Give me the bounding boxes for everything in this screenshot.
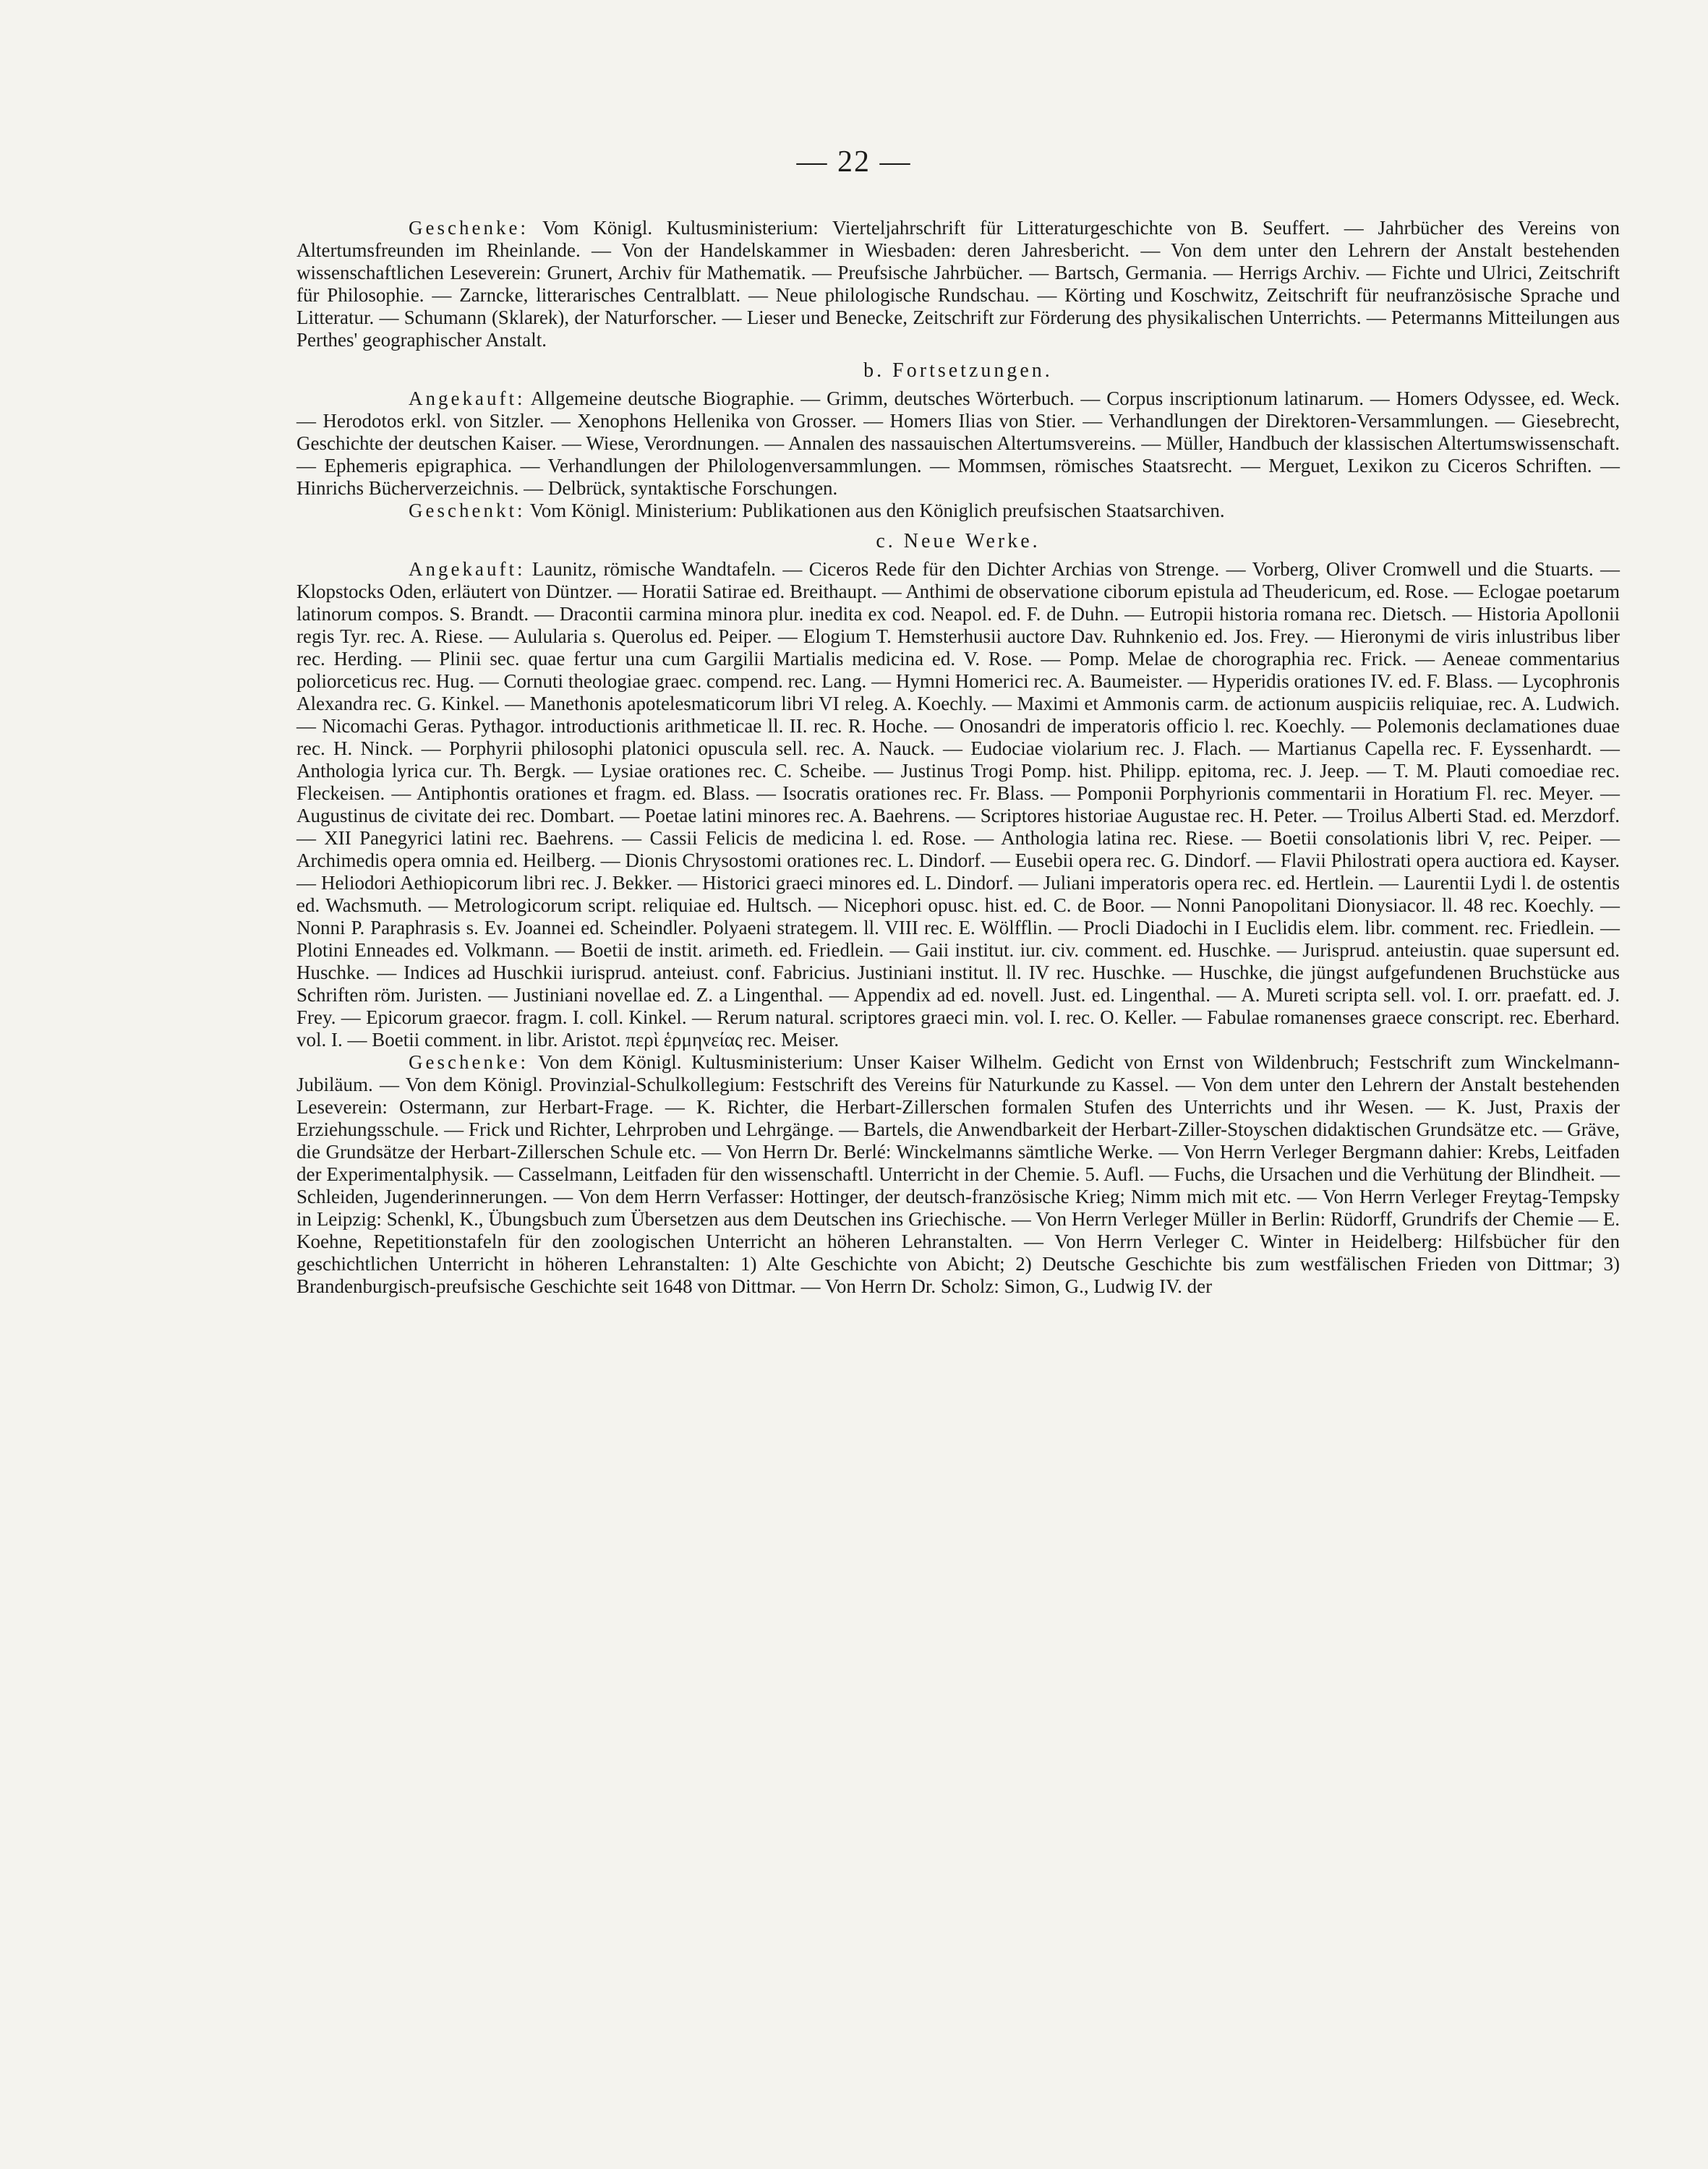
angekauft-label: Angekauft: <box>409 388 526 409</box>
body-text <box>296 217 1620 1298</box>
neue-werke-geschenke-paragraph <box>296 1051 1620 1298</box>
geschenke-intro-paragraph <box>296 217 1620 351</box>
geschenke-label: Geschenke: <box>409 1051 529 1073</box>
fortsetzungen-geschenkt-paragraph <box>296 500 1620 522</box>
neue-werke-angekauft-text: Launitz, römische Wandtafeln. — Ciceros Rede für den Dichter Archias von Strenge. — Vorberg, Oliver Cromwell und die Stuarts. — Klopstocks Oden, erläutert von Düntzer. — Horatii Satirae ed. Breithaupt. — Anthimi de observatione ciborum epistula ad Theudericum, ed. Rose. — Eclogae poetarum latinorum compos. S. Brandt. — Dracontii carmina minora plur. inedita ex cod. Neapol. ed. F. de Duhn. — Eutropii historia romana rec. Dietsch. — Historia Apollonii regis Tyr. rec. A. Riese. — Aulularia s. Querolus ed. Peiper. — Elogium T. Hemsterhusii auctore Dav. Ruhnkenio ed. Jos. Frey. — Hieronymi de viris inlustribus liber rec. Herding. — Plinii sec. quae fertur una cum Gargilii Martialis medicina ed. V. Rose. — Pomp. Melae de chorographia rec. Frick. — Aeneae commentarius poliorceticus rec. Hug. — Cornuti theologiae graec. compend. rec. Lang. — Hymni Homerici rec. A. Baumeister. — Hyperidis orationes IV. ed. F. Blass. — Lycophronis Alexandra rec. G. Kinkel. — Manethonis apotelesmaticorum libri VI releg. A. Koechly. — Maximi et Ammonis carm. de actionum auspiciis reliquiae, rec. A. Ludwich. — Nicomachi Geras. Pythagor. introductionis arithmeticae ll. II. rec. R. Hoche. — Onosandri de imperatoris officio l. rec. Koechly. — Polemonis declamationes duae rec. H. Ninck. — Porphyrii philosophi platonici opuscula sell. rec. A. Nauck. — Eudociae violarium rec. J. Flach. — Martianus Capella rec. F. Eyssenhardt. — Anthologia lyrica cur. Th. Bergk. — Lysiae orationes rec. C. Scheibe. — Justinus Trogi Pomp. hist. Philipp. epitoma, rec. J. Jeep. — T. M. Plauti comoediae rec. Fleckeisen. — Antiphontis orationes et fragm. ed. Blass. — Isocratis orationes rec. Fr. Blass. — Pomponii Porphyrionis commentarii in Horatium Fl. rec. Meyer. — Augustinus de civitate dei rec. Dombart. — Poetae latini minores rec. A. Baehrens. — Scriptores historiae Augustae rec. H. Peter. — Troilus Alberti Stad. ed. Merzdorf. — XII Panegyrici latini rec. Baehrens. — Cassii Felicis de medicina l. ed. Rose. — Anthologia latina rec. Riese. — Boetii consolationis libri V, rec. Peiper. — Archimedis opera omnia ed. Heilberg. — Dionis Chrysostomi orationes rec. L. Dindorf. — Eusebii opera rec. G. Dindorf. — Flavii Philostrati opera auctiora ed. Kayser. — Heliodori Aethiopicorum libri rec. J. Bekker. — Historici graeci minores ed. L. Dindorf. — Juliani imperatoris opera rec. ed. Hertlein. — Laurentii Lydi l. de ostentis ed. Wachsmuth. — Metrologicorum script. reliquiae ed. Hultsch. — Nicephori opusc. hist. ed. C. de Boor. — Nonni Panopolitani Dionysiacor. ll. 48 rec. Koechly. — Nonni P. Paraphrasis s. Ev. Joannei ed. Scheindler. Polyaeni strategem. ll. VIII rec. E. Wölfflin. — Procli Diadochi in I Euclidis elem. libr. comment. rec. Friedlein. — Plotini Enneades ed. Volkmann. — Boetii de instit. arimeth. ed. Friedlein. — Gaii institut. iur. civ. comment. ed. Huschke. — Jurisprud. anteiustin. quae supersunt ed. Huschke. — Indices ad Huschkii iurisprud. anteiust. conf. Fabricius. Justiniani institut. ll. IV rec. Huschke. — Huschke, die jüngst aufgefundenen Bruchstücke aus Schriften röm. Juristen. — Justiniani novellae ed. Z. a Lingenthal. — Appendix ad ed. novell. Just. ed. Lingenthal. — A. Mureti scripta sell. vol. I. orr. praefatt. ed. J. Frey. — Epicorum graecor. fragm. I. coll. Kinkel. — Rerum natural. scriptores graeci min. vol. I. rec. O. Keller. — Fabulae romanenses graece conscript. rec. Eberhard. vol. I. — Boetii comment. in libr. Aristot. περὶ ἑρμηνείας rec. Meiser. <box>296 558 1620 1051</box>
geschenke-label: Geschenke: <box>409 217 529 239</box>
neue-werke-geschenke-text: Von dem Königl. Kultusministerium: Unser Kaiser Wilhelm. Gedicht von Ernst von Wildenbruch; Festschrift zum Winckelmann-Jubiläum. — Von dem Königl. Provinzial-Schulkollegium: Festschrift des Vereins für Naturkunde zu Kassel. — Von dem unter den Lehrern der Anstalt bestehenden Leseverein: Ostermann, zur Herbart-Frage. — K. Richter, die Herbart-Zillerschen formalen Stufen des Unterrichts und ihr Wesen. — K. Just, Praxis der Erziehungsschule. — Frick und Richter, Lehrproben und Lehrgänge. — Bartels, die Anwendbarkeit der Herbart-Ziller-Stoyschen didaktischen Grundsätze etc. — Gräve, die Grundsätze der Herbart-Zillerschen Schule etc. — Von Herrn Dr. Berlé: Winckelmanns sämtliche Werke. — Von Herrn Verleger Bergmann dahier: Krebs, Leitfaden der Experimentalphysik. — Casselmann, Leitfaden für den wissenschaftl. Unterricht in der Chemie. 5. Aufl. — Fuchs, die Ursachen und die Verhütung der Blindheit. — Schleiden, Jugenderinnerungen. — Von dem Herrn Verfasser: Hottinger, der deutsch-französische Krieg; Nimm mich mit etc. — Von Herrn Verleger Freytag-Tempsky in Leipzig: Schenkl, K., Übungsbuch zum Übersetzen aus dem Deutschen ins Griechische. — Von Herrn Verleger Müller in Berlin: Rüdorff, Grundrifs der Chemie — E. Koehne, Repetitionstafeln für den zoologischen Unterricht an höheren Lehranstalten. — Von Herrn Verleger C. Winter in Heidelberg: Hilfsbücher für den geschichtlichen Unterricht in höheren Lehranstalten: 1) Alte Geschichte von Abicht; 2) Deutsche Geschichte bis zum westfälischen Frieden von Dittmar; 3) Brandenburgisch-preufsische Geschichte seit 1648 von Dittmar. — Von Herrn Dr. Scholz: Simon, G., Ludwig IV. der <box>296 1051 1620 1297</box>
fortsetzungen-angekauft-paragraph <box>296 388 1620 500</box>
fortsetzungen-geschenkt-text: Vom Königl. Ministerium: Publikationen aus den Königlich preufsischen Staatsarchiven. <box>529 500 1225 521</box>
fortsetzungen-angekauft-text: Allgemeine deutsche Biographie. — Grimm, deutsches Wörterbuch. — Corpus inscriptionum latinarum. — Homers Odyssee, ed. Weck. — Herodotos erkl. von Sitzler. — Xenophons Hellenika von Grosser. — Homers Ilias von Stier. — Verhandlungen der Direktoren-Versammlungen. — Giesebrecht, Geschichte der deutschen Kaiser. — Wiese, Verordnungen. — Annalen des nassauischen Altertumsvereins. — Müller, Handbuch der klassischen Altertumswissenschaft. — Ephemeris epigraphica. — Verhandlungen der Philologenversammlungen. — Mommsen, römisches Staatsrecht. — Merguet, Lexikon zu Ciceros Schriften. — Hinrichs Bücherverzeichnis. — Delbrück, syntaktische Forschungen. <box>296 388 1620 499</box>
heading-fortsetzungen: b. Fortsetzungen. <box>863 359 1053 382</box>
angekauft-label: Angekauft: <box>409 558 526 580</box>
geschenke-intro-text: Vom Königl. Kultusministerium: Vierteljahrschrift für Litteraturgeschichte von B. Seuffert. — Jahrbücher des Vereins von Altertumsfreunden im Rheinlande. — Von der Handelskammer in Wiesbaden: deren Jahresbericht. — Von dem unter den Lehrern der Anstalt bestehenden wissenschaftlichen Leseverein: Grunert, Archiv für Mathematik. — Preufsische Jahrbücher. — Bartsch, Germania. — Herrigs Archiv. — Fichte und Ulrici, Zeitschrift für Philosophie. — Zarncke, litterarisches Centralblatt. — Neue philologische Rundschau. — Körting und Koschwitz, Zeitschrift für neufranzösische Sprache und Litteratur. — Schumann (Sklarek), der Naturforscher. — Lieser und Benecke, Zeitschrift zur Förderung des physikalischen Unterrichts. — Petermanns Mitteilungen aus Perthes' geographischer Anstalt. <box>296 217 1620 351</box>
page-number: — 22 — <box>796 145 912 179</box>
heading-neue-werke: c. Neue Werke. <box>876 530 1041 552</box>
geschenkt-label: Geschenkt: <box>409 500 526 521</box>
neue-werke-angekauft-paragraph <box>296 558 1620 1051</box>
